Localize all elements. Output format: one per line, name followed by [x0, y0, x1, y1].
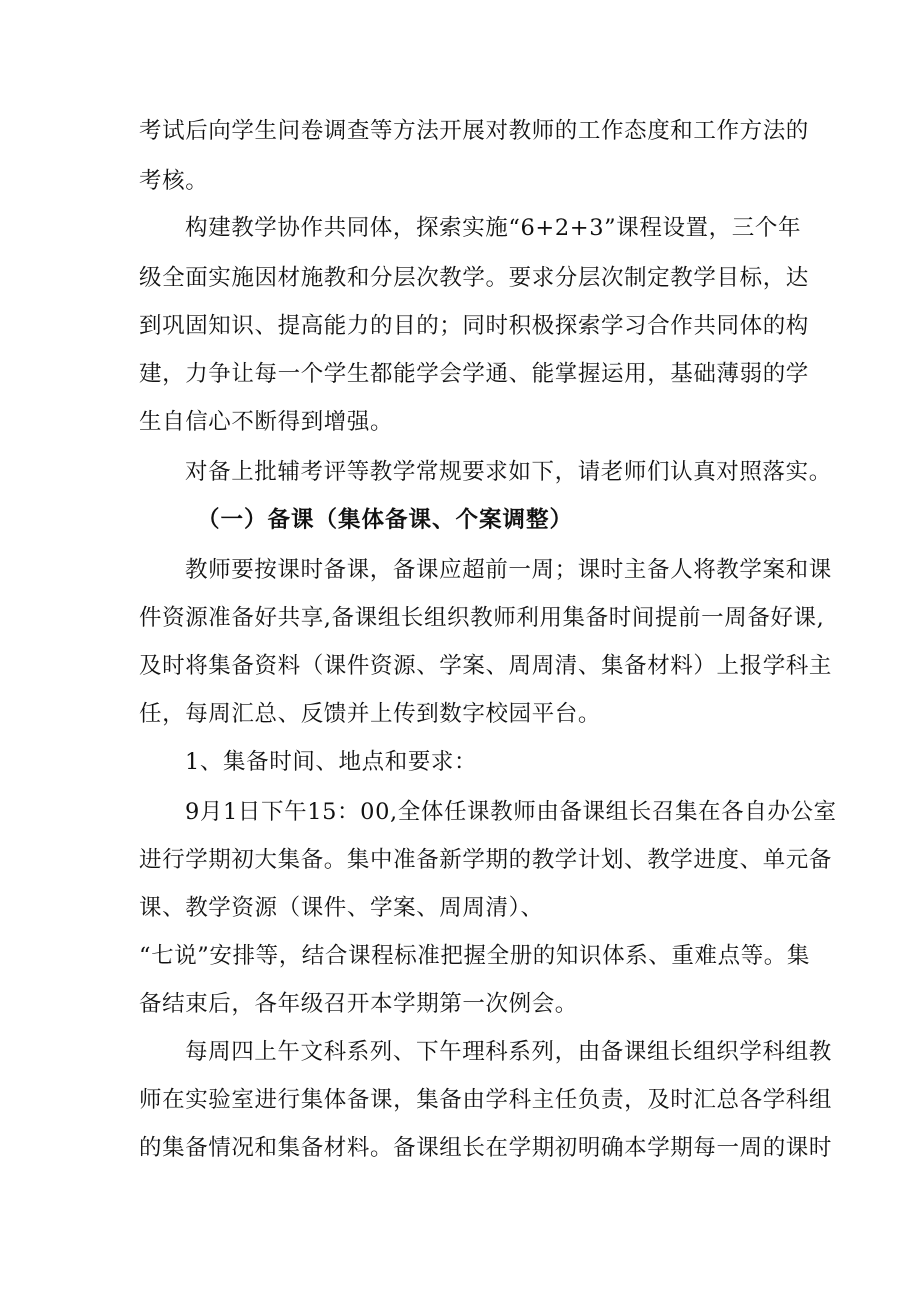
text-line-5: 到巩固知识、提高能力的目的；同时积极探索学习合作共同体的构 [139, 313, 809, 339]
text-line-21: 师在实验室进行集体备课，集备由学科主任负责，及时汇总各学科组 [139, 1087, 833, 1113]
text-line-6: 建，力争让每一个学生都能学会学通、能掌握运用，基础薄弱的学 [139, 361, 809, 387]
text-line-22: 的集备情况和集备材料。备课组长在学期初明确本学期每一周的课时 [139, 1135, 833, 1161]
text-line-14: 1、集备时间、地点和要求： [185, 749, 478, 775]
text-line-8: 对备上批辅考评等教学常规要求如下，请老师们认真对照落实。 [185, 459, 832, 485]
text-line-7: 生自信心不断得到增强。 [139, 409, 394, 435]
text-line-10: 教师要按课时备课，备课应超前一周；课时主备人将教学案和课 [185, 557, 832, 583]
text-line-4: 级全面实施因材施教和分层次教学。要求分层次制定教学目标，达 [139, 265, 809, 291]
text-line-16: 进行学期初大集备。集中准备新学期的教学计划、教学进度、单元备 [139, 847, 833, 873]
text-line-1: 考试后向学生问卷调查等方法开展对教师的工作态度和工作方法的 [139, 118, 809, 144]
text-line-3: 构建教学协作共同体，探索实施“6+2+3”课程设置，三个年 [185, 215, 802, 241]
text-line-20: 每周四上午文科系列、下午理科系列，由备课组长组织学科组教 [185, 1039, 832, 1065]
text-line-2: 考核。 [139, 168, 209, 194]
text-line-12: 及时将集备资料（课件资源、学案、周周清、集备材料）上报学科主 [139, 653, 833, 679]
text-line-17: 课、教学资源（课件、学案、周周清）、 [139, 895, 544, 921]
text-line-19: 备结束后，各年级召开本学期第一次例会。 [139, 991, 578, 1017]
section-heading: （一）备课（集体备课、个案调整） [197, 507, 574, 533]
text-line-13: 任，每周汇总、反馈并上传到数字校园平台。 [139, 701, 602, 727]
text-line-18: “七说”安排等，结合课程标准把握全册的知识体系、重难点等。集 [139, 943, 811, 969]
text-line-15: 9月1日下午15：00,全体任课教师由备课组长召集在各自办公室 [185, 799, 837, 825]
text-line-11: 件资源准备好共享,备课组长组织教师利用集备时间提前一周备好课, [139, 605, 825, 631]
